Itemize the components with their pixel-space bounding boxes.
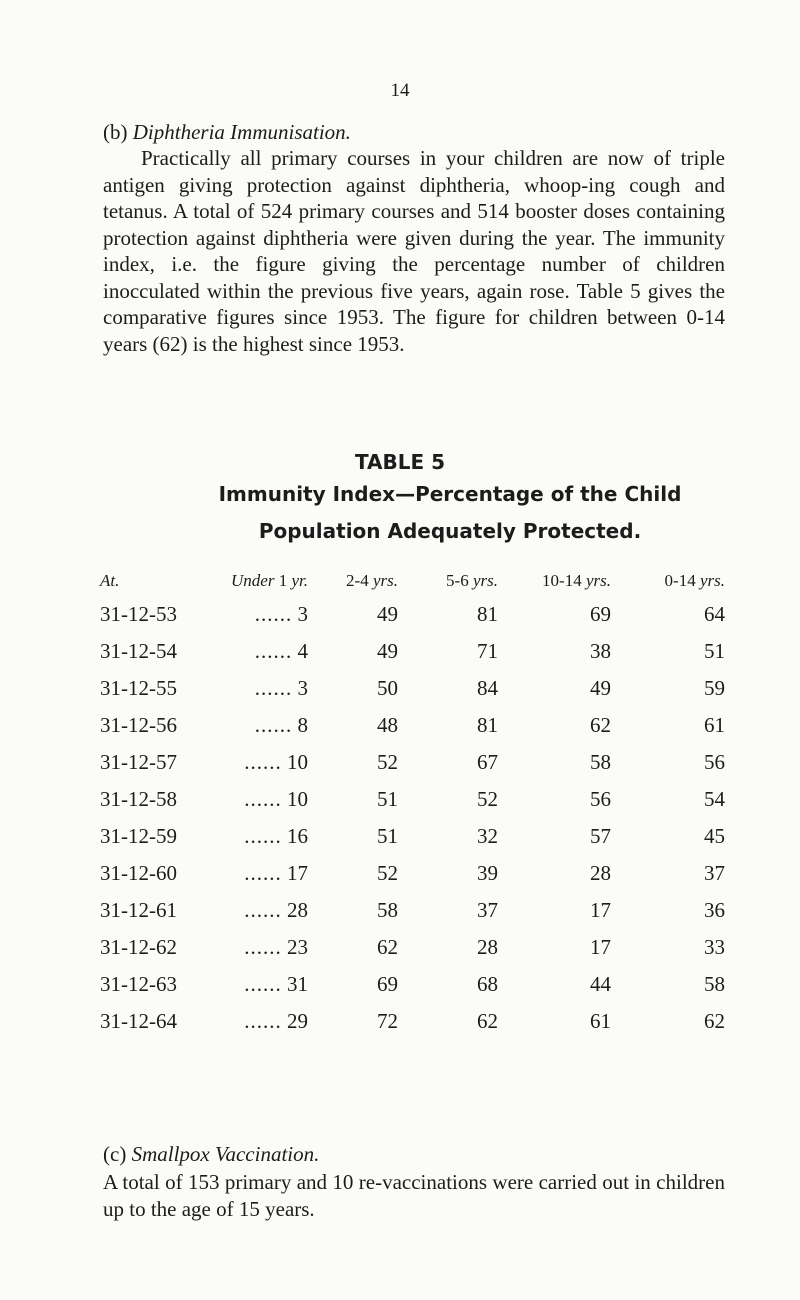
- cell-0-14: 33: [704, 935, 725, 959]
- dot-leader: ......: [244, 972, 282, 996]
- dot-leader: ......: [244, 935, 282, 959]
- cell-under-1-value: 23: [287, 935, 308, 959]
- cell-0-14: 45: [704, 824, 725, 848]
- cell-under-1: [208, 633, 308, 670]
- header-2-4: [308, 566, 398, 596]
- row-date: 31-12-63: [100, 972, 177, 996]
- cell-2-4: 51: [377, 824, 398, 848]
- cell-under-1-value: 10: [287, 787, 308, 811]
- table-row: [100, 633, 725, 670]
- header-2-4-b: yrs.: [372, 571, 398, 590]
- header-0-14-a: 0-14: [664, 571, 696, 590]
- table-row: [100, 596, 725, 633]
- row-date: 31-12-64: [100, 1009, 177, 1033]
- dot-leader: ......: [244, 750, 282, 774]
- table-row: [100, 855, 725, 892]
- cell-10-14: 28: [590, 861, 611, 885]
- cell-2-4: 52: [377, 750, 398, 774]
- cell-5-6: 81: [477, 602, 498, 626]
- cell-5-6: 67: [477, 750, 498, 774]
- row-date: 31-12-59: [100, 824, 177, 848]
- cell-2-4: 62: [377, 935, 398, 959]
- dot-leader: ......: [244, 861, 282, 885]
- header-10-14-b: yrs.: [585, 571, 611, 590]
- cell-0-14: 59: [704, 676, 725, 700]
- table-row: [100, 707, 725, 744]
- header-10-14: [498, 566, 611, 596]
- header-0-14-b: yrs.: [699, 571, 725, 590]
- cell-2-4: 48: [377, 713, 398, 737]
- table-caption-line-2: Population Adequately Protected.: [258, 519, 642, 543]
- cell-2-4: 49: [377, 602, 398, 626]
- cell-under-1-value: 3: [297, 676, 308, 700]
- cell-10-14: 44: [590, 972, 611, 996]
- cell-10-14: 58: [590, 750, 611, 774]
- dot-leader: ......: [244, 1009, 282, 1033]
- cell-0-14: 62: [704, 1009, 725, 1033]
- row-date: 31-12-53: [100, 602, 177, 626]
- cell-10-14: 17: [590, 898, 611, 922]
- header-at: [100, 566, 208, 596]
- cell-0-14: 56: [704, 750, 725, 774]
- section-b-title: Diphtheria Immunisation.: [132, 120, 351, 144]
- header-5-6-b: yrs.: [472, 571, 498, 590]
- cell-10-14: 38: [590, 639, 611, 663]
- cell-0-14: 61: [704, 713, 725, 737]
- cell-10-14: 69: [590, 602, 611, 626]
- cell-5-6: 81: [477, 713, 498, 737]
- cell-under-1: [208, 966, 308, 1003]
- header-under-1-c: yr.: [291, 571, 308, 590]
- cell-under-1-value: 17: [287, 861, 308, 885]
- cell-5-6: 71: [477, 639, 498, 663]
- table-title: TABLE 5: [354, 450, 446, 474]
- header-0-14: [611, 566, 725, 596]
- cell-10-14: 56: [590, 787, 611, 811]
- section-b-label: (b): [103, 120, 128, 144]
- table-row: [100, 670, 725, 707]
- table-row: [100, 744, 725, 781]
- immunity-index-table: [100, 566, 725, 1040]
- cell-5-6: 52: [477, 787, 498, 811]
- section-b-paragraph: Practically all primary courses in your children are now of triple antigen giving protection against diphtheria, whoop-ing cough and tetanus. A total of 524 primary courses and 514 booster doses containing protection against diphtheria were given during the year. The immunity index, i.e. the figure giving the percentage number of children inocculated within the previous five years, again rose. Table 5 gives the comparative figures since 1953. The figure for children between 0-14 years (62) is the highest since 1953.: [103, 146, 725, 356]
- cell-10-14: 62: [590, 713, 611, 737]
- row-date: 31-12-60: [100, 861, 177, 885]
- header-5-6-a: 5-6: [446, 571, 469, 590]
- cell-0-14: 37: [704, 861, 725, 885]
- dot-leader: ......: [254, 602, 293, 626]
- cell-under-1: [208, 670, 308, 707]
- cell-under-1-value: 31: [287, 972, 308, 996]
- cell-5-6: 84: [477, 676, 498, 700]
- cell-under-1: [208, 929, 308, 966]
- row-date: 31-12-58: [100, 787, 177, 811]
- row-date: 31-12-62: [100, 935, 177, 959]
- section-b-heading: [103, 120, 351, 145]
- cell-under-1: [208, 596, 308, 633]
- header-10-14-a: 10-14: [542, 571, 582, 590]
- cell-under-1: [208, 818, 308, 855]
- header-2-4-a: 2-4: [346, 571, 369, 590]
- cell-0-14: 51: [704, 639, 725, 663]
- cell-5-6: 39: [477, 861, 498, 885]
- section-c-title: Smallpox Vaccination.: [131, 1142, 320, 1166]
- cell-under-1: [208, 1003, 308, 1040]
- cell-0-14: 64: [704, 602, 725, 626]
- cell-under-1-value: 4: [297, 639, 308, 663]
- cell-2-4: 51: [377, 787, 398, 811]
- table-row: [100, 1003, 725, 1040]
- table-row: [100, 781, 725, 818]
- cell-0-14: 58: [704, 972, 725, 996]
- cell-under-1: [208, 744, 308, 781]
- dot-leader: ......: [244, 898, 282, 922]
- cell-0-14: 36: [704, 898, 725, 922]
- row-date: 31-12-57: [100, 750, 177, 774]
- row-date: 31-12-55: [100, 676, 177, 700]
- cell-under-1-value: 16: [287, 824, 308, 848]
- row-date: 31-12-61: [100, 898, 177, 922]
- table-caption: [170, 476, 730, 550]
- header-at-text: At.: [100, 571, 120, 590]
- cell-under-1: [208, 707, 308, 744]
- section-c-heading: [103, 1142, 319, 1167]
- dot-leader: ......: [254, 676, 293, 700]
- header-under-1-b: 1: [278, 571, 288, 590]
- cell-10-14: 49: [590, 676, 611, 700]
- cell-under-1-value: 3: [297, 602, 308, 626]
- cell-10-14: 61: [590, 1009, 611, 1033]
- table-header-row: [100, 566, 725, 596]
- cell-under-1: [208, 892, 308, 929]
- cell-under-1-value: 8: [297, 713, 308, 737]
- cell-2-4: 72: [377, 1009, 398, 1033]
- cell-10-14: 57: [590, 824, 611, 848]
- dot-leader: ......: [244, 824, 282, 848]
- cell-2-4: 52: [377, 861, 398, 885]
- cell-under-1-value: 10: [287, 750, 308, 774]
- dot-leader: ......: [244, 787, 282, 811]
- section-c-paragraph: A total of 153 primary and 10 re-vaccinations were carried out in children up to the age of 15 years.: [103, 1170, 725, 1221]
- row-date: 31-12-54: [100, 639, 177, 663]
- row-date: 31-12-56: [100, 713, 177, 737]
- table-caption-line-1: Immunity Index—Percentage of the Child: [218, 482, 682, 506]
- header-5-6: [398, 566, 498, 596]
- cell-2-4: 50: [377, 676, 398, 700]
- cell-5-6: 28: [477, 935, 498, 959]
- table-row: [100, 966, 725, 1003]
- page-number: 14: [390, 80, 410, 101]
- cell-under-1: [208, 781, 308, 818]
- header-under-1-a: Under: [231, 571, 275, 590]
- cell-0-14: 54: [704, 787, 725, 811]
- cell-5-6: 37: [477, 898, 498, 922]
- cell-2-4: 49: [377, 639, 398, 663]
- section-c-label: (c): [103, 1142, 127, 1166]
- cell-2-4: 69: [377, 972, 398, 996]
- cell-under-1-value: 29: [287, 1009, 308, 1033]
- cell-under-1-value: 28: [287, 898, 308, 922]
- cell-10-14: 17: [590, 935, 611, 959]
- table-row: [100, 892, 725, 929]
- cell-5-6: 32: [477, 824, 498, 848]
- cell-5-6: 68: [477, 972, 498, 996]
- table-row: [100, 818, 725, 855]
- cell-5-6: 62: [477, 1009, 498, 1033]
- table-row: [100, 929, 725, 966]
- dot-leader: ......: [254, 639, 293, 663]
- table-body: [100, 596, 725, 1040]
- cell-2-4: 58: [377, 898, 398, 922]
- dot-leader: ......: [254, 713, 293, 737]
- cell-under-1: [208, 855, 308, 892]
- header-under-1: [208, 566, 308, 596]
